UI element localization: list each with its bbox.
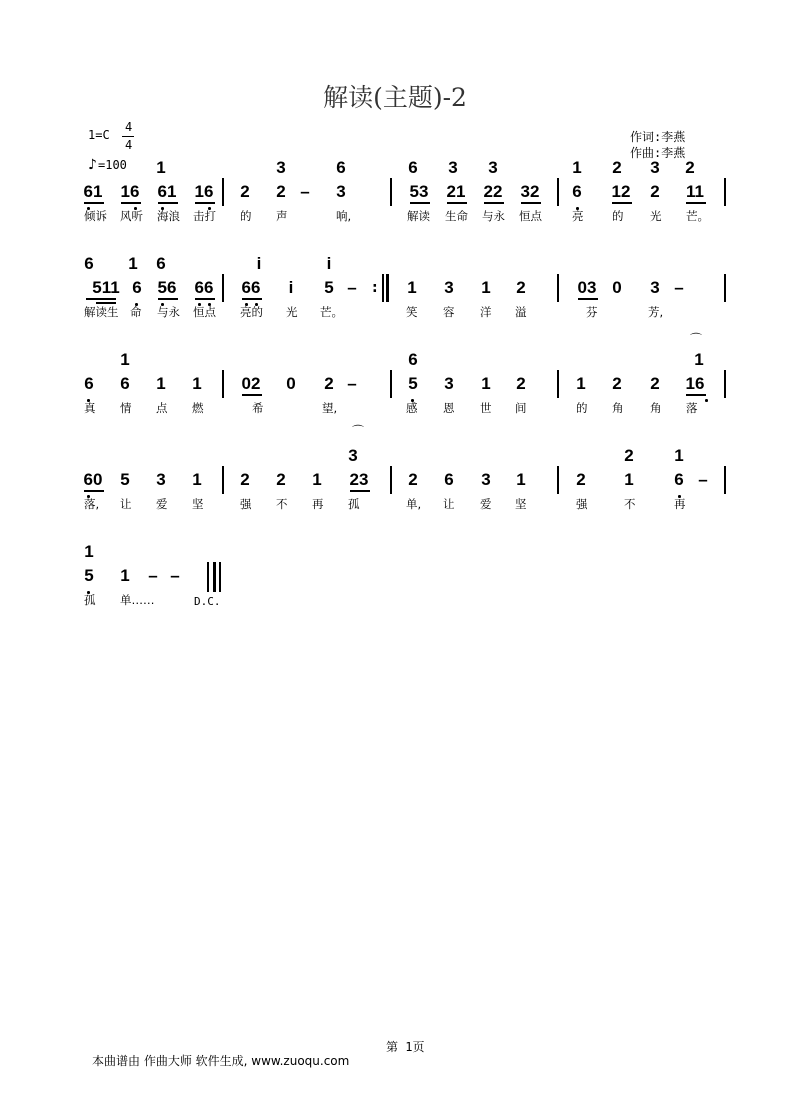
lyric: 光 <box>650 209 662 223</box>
lyric: 芒。 <box>320 305 343 319</box>
repeat-dots-icon: : <box>372 280 378 296</box>
upper-note: 2 <box>612 158 622 177</box>
repeat-barline-thick <box>386 274 389 302</box>
lyric: 单, <box>406 497 422 511</box>
upper-note: 6 <box>408 350 418 369</box>
note: 0 <box>612 278 622 297</box>
lyric: 恩 <box>443 401 455 415</box>
note: 66 <box>194 278 214 297</box>
note: 3 <box>156 470 166 489</box>
note: 16 <box>194 182 214 201</box>
lyric: 间 <box>515 401 527 415</box>
barline <box>724 178 726 206</box>
lyric: 角 <box>612 401 624 415</box>
lyric: 亮的 <box>240 305 263 319</box>
lyric: 坚 <box>515 497 527 511</box>
note: – <box>300 182 310 201</box>
note: 3 <box>481 470 491 489</box>
barline <box>222 370 224 398</box>
lyric: 解读 <box>407 209 430 223</box>
lyric: 溢 <box>515 305 527 319</box>
upper-note: i <box>256 254 262 273</box>
lyric: 点 <box>156 401 168 415</box>
note: – <box>674 278 684 297</box>
upper-note: 3 <box>488 158 498 177</box>
note: 2 <box>240 470 250 489</box>
note: 5 <box>84 566 94 585</box>
note: 2 <box>240 182 250 201</box>
footer-credit: 本曲谱由 作曲大师 软件生成, www.zuoqu.com <box>92 1054 350 1068</box>
tempo-note-icon: ♪ <box>88 157 97 173</box>
lyric: 强 <box>576 497 588 511</box>
lyric: 倾诉 <box>84 209 107 223</box>
note: 6 <box>674 470 684 489</box>
lyric: 落, <box>84 497 100 511</box>
note: 1 <box>312 470 322 489</box>
barline <box>724 466 726 494</box>
lyric: 恒点 <box>519 209 542 223</box>
tie-mark-icon: ⌒ <box>352 424 365 438</box>
lyric: 风听 <box>120 209 143 223</box>
note: 3 <box>336 182 346 201</box>
note: 21 <box>446 182 466 201</box>
lyric: 解读生 <box>84 305 119 319</box>
upper-note: 3 <box>348 446 358 465</box>
eighth-beam <box>195 298 215 300</box>
lyric: 望, <box>322 401 338 415</box>
lyric: 爱 <box>480 497 492 511</box>
time-signature-bottom: 4 <box>125 138 133 152</box>
eighth-beam <box>121 202 141 204</box>
barline <box>557 466 559 494</box>
note: 3 <box>650 278 660 297</box>
lyric: 爱 <box>156 497 168 511</box>
note: – <box>698 470 708 489</box>
lyric: 的 <box>612 209 624 223</box>
lyric: 光 <box>286 305 298 319</box>
note: 2 <box>650 374 660 393</box>
lyric: 坚 <box>192 497 204 511</box>
note: – <box>170 566 180 585</box>
final-barline <box>219 562 221 592</box>
lyricist: 作词:李燕 <box>630 130 686 144</box>
lyric: 芒。 <box>686 209 709 223</box>
lyric: 再 <box>312 497 324 511</box>
note: 6 <box>444 470 454 489</box>
barline <box>724 370 726 398</box>
note: 1 <box>576 374 586 393</box>
upper-note: 2 <box>624 446 634 465</box>
lyric: 燃 <box>192 401 204 415</box>
note: 6 <box>132 278 142 297</box>
eighth-beam <box>86 298 116 300</box>
eighth-beam <box>447 202 467 204</box>
lyric: 的 <box>576 401 588 415</box>
upper-note: 1 <box>84 542 94 561</box>
note: 61 <box>157 182 177 201</box>
eighth-beam <box>578 298 598 300</box>
lyric: 再 <box>674 497 686 511</box>
upper-note: 6 <box>84 254 94 273</box>
note: 5 <box>408 374 418 393</box>
note: 2 <box>324 374 334 393</box>
lyric: 让 <box>443 497 455 511</box>
eighth-beam <box>195 202 215 204</box>
eighth-beam <box>484 202 504 204</box>
note: 2 <box>276 470 286 489</box>
barline <box>557 370 559 398</box>
note: 1 <box>516 470 526 489</box>
lyric: 笑 <box>406 305 418 319</box>
composer: 作曲:李燕 <box>630 146 686 160</box>
barline <box>222 178 224 206</box>
note: 2 <box>612 374 622 393</box>
lyric: 真 <box>84 401 96 415</box>
note: 32 <box>520 182 540 201</box>
note: 2 <box>408 470 418 489</box>
lyric: 落 <box>686 401 698 415</box>
note: 5 <box>120 470 130 489</box>
note: 1 <box>192 374 202 393</box>
note: 16 <box>120 182 140 201</box>
note: 23 <box>349 470 369 489</box>
note: 11 <box>686 182 704 201</box>
lyric: 芳, <box>648 305 664 319</box>
time-signature-line <box>122 136 134 137</box>
note: 60 <box>83 470 103 489</box>
tempo-marking: =100 <box>98 158 127 172</box>
note: 56 <box>157 278 177 297</box>
eighth-beam <box>242 298 262 300</box>
note: 1 <box>120 566 130 585</box>
lyric: 希 <box>252 401 264 415</box>
upper-note: 6 <box>408 158 418 177</box>
final-barline-thick <box>213 562 216 592</box>
barline <box>390 178 392 206</box>
lyric: 的 <box>240 209 252 223</box>
note: 6 <box>84 374 94 393</box>
eighth-beam <box>612 202 632 204</box>
upper-note: 1 <box>572 158 582 177</box>
note: 2 <box>576 470 586 489</box>
note: – <box>347 374 357 393</box>
lyric: 世 <box>480 401 492 415</box>
lyric: 亮 <box>572 209 584 223</box>
eighth-beam <box>242 394 262 396</box>
note: 5 <box>324 278 334 297</box>
note: 2 <box>650 182 660 201</box>
note: 1 <box>481 374 491 393</box>
note: 1 <box>481 278 491 297</box>
lyric: 恒点 <box>193 305 216 319</box>
page-title: 解读(主题)-2 <box>323 83 467 112</box>
lyric: 角 <box>650 401 662 415</box>
note: 2 <box>516 374 526 393</box>
note: 66 <box>241 278 261 297</box>
barline <box>557 178 559 206</box>
eighth-beam <box>84 202 104 204</box>
repeat-barline <box>382 274 384 302</box>
upper-note: 6 <box>336 158 346 177</box>
note: 6 <box>572 182 582 201</box>
lyric: 芬 <box>586 305 598 319</box>
key-signature: 1=C <box>88 128 110 142</box>
eighth-beam <box>686 394 706 396</box>
note: 1 <box>407 278 417 297</box>
lyric: 感 <box>406 401 418 415</box>
lyric: 单…… <box>120 593 155 607</box>
note: 2 <box>276 182 286 201</box>
note: 1 <box>624 470 634 489</box>
lyric: 强 <box>240 497 252 511</box>
low-octave-dot <box>705 399 708 402</box>
note: i <box>288 278 294 297</box>
note: 61 <box>83 182 103 201</box>
lyric: 孤 <box>348 497 360 511</box>
barline <box>390 370 392 398</box>
lyric: 生命 <box>445 209 468 223</box>
note: 6 <box>120 374 130 393</box>
note: 2 <box>516 278 526 297</box>
lyric: 不 <box>276 497 288 511</box>
note: 03 <box>577 278 597 297</box>
upper-note: 6 <box>156 254 166 273</box>
upper-note: 1 <box>674 446 684 465</box>
barline <box>222 274 224 302</box>
barline <box>222 466 224 494</box>
lyric: 与永 <box>482 209 505 223</box>
lyric: 海浪 <box>157 209 180 223</box>
upper-note: 3 <box>650 158 660 177</box>
upper-note: 1 <box>156 158 166 177</box>
upper-note: 3 <box>448 158 458 177</box>
barline <box>557 274 559 302</box>
barline <box>724 274 726 302</box>
barline <box>390 466 392 494</box>
upper-note: 2 <box>685 158 695 177</box>
note: 1 <box>156 374 166 393</box>
eighth-beam <box>158 298 178 300</box>
lyric: 不 <box>624 497 636 511</box>
upper-note: i <box>326 254 332 273</box>
lyric: 声 <box>276 209 288 223</box>
upper-note: 3 <box>276 158 286 177</box>
eighth-beam <box>686 202 706 204</box>
lyric: 孤 <box>84 593 96 607</box>
lyric: 响, <box>336 209 352 223</box>
note: 16 <box>685 374 705 393</box>
note: 12 <box>611 182 631 201</box>
da-capo-marking: D.C. <box>194 595 221 608</box>
eighth-beam <box>158 202 178 204</box>
time-signature-top: 4 <box>125 120 133 134</box>
upper-note: 1 <box>120 350 130 369</box>
eighth-beam <box>84 490 104 492</box>
eighth-beam <box>350 490 370 492</box>
final-barline <box>207 562 209 592</box>
note: – <box>347 278 357 297</box>
upper-note: 1 <box>694 350 704 369</box>
tie-mark-icon: ⌒ <box>690 332 703 346</box>
lyric: 击打 <box>193 209 216 223</box>
eighth-beam <box>410 202 430 204</box>
page-number: 第 1页 <box>386 1040 425 1054</box>
note: – <box>148 566 158 585</box>
note: 53 <box>409 182 429 201</box>
lyric: 洋 <box>480 305 492 319</box>
lyric: 容 <box>443 305 455 319</box>
lyric: 与永 <box>157 305 180 319</box>
lyric: 让 <box>120 497 132 511</box>
note: 1 <box>192 470 202 489</box>
note: 511 <box>92 278 120 297</box>
note: 22 <box>483 182 503 201</box>
note: 3 <box>444 278 454 297</box>
lyric: 情 <box>120 401 132 415</box>
eighth-beam <box>521 202 541 204</box>
lyric: 命 <box>130 305 142 319</box>
note: 3 <box>444 374 454 393</box>
upper-note: 1 <box>128 254 138 273</box>
note: 02 <box>241 374 261 393</box>
note: 0 <box>286 374 296 393</box>
